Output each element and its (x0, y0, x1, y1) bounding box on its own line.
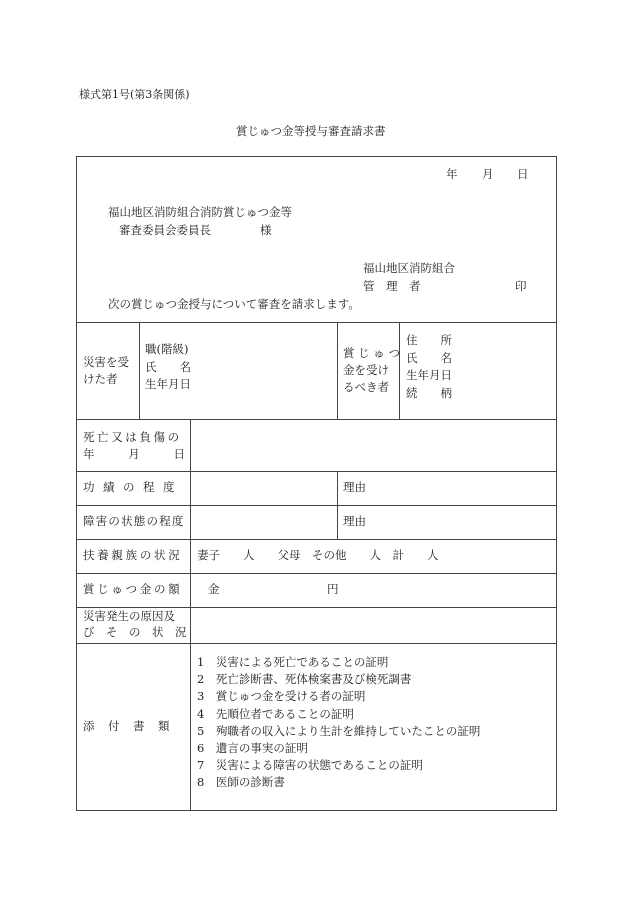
victim-label: 災害を受 けた者 (83, 355, 129, 386)
amount-label: 賞じゅつ金の額 (83, 582, 183, 596)
request-body-text: 次の賞じゅつ金授与について審査を請求します。 (108, 297, 360, 311)
addressee-line2: 審査委員会委員長 (119, 223, 211, 237)
list-item: 3 賞じゅつ金を受ける者の証明 (197, 689, 366, 704)
row-divider (77, 643, 556, 644)
attachments-label: 添 付 書 類 (83, 719, 171, 733)
list-item: 6 遺言の事実の証明 (197, 741, 308, 756)
sender-org: 福山地区消防組合 (363, 261, 455, 275)
list-item: 8 医師の診断書 (197, 775, 285, 790)
recipient-fields (406, 332, 452, 402)
col-divider (337, 471, 338, 539)
death-injury-label: 死亡又は負傷の 年 月 日 (83, 430, 185, 461)
form-number: 様式第1号(第3条関係) (79, 88, 190, 101)
list-item: 2 死亡診断書、死体検案書及び検死調書 (197, 672, 412, 687)
addressee-line1: 福山地区消防組合消防賞じゅつ金等 (108, 205, 292, 219)
row-divider (77, 471, 556, 472)
list-item: 4 先順位者であることの証明 (197, 706, 354, 721)
recipient-birthdate: 生年月日 (406, 368, 452, 382)
seal-mark: 印 (515, 279, 527, 293)
dependents-label: 扶養親族の状況 (83, 548, 183, 562)
cause-label: 災害発生の原因及 び そ の 状 況 (83, 609, 187, 639)
addressee-honorific: 様 (260, 223, 272, 237)
recipient-name: 氏 名 (406, 350, 452, 365)
recipient-label: 賞 じ ゅ つ 金を受け るべき者 (343, 346, 400, 394)
col-divider (190, 419, 191, 811)
list-item: 5 殉職者の収入により生計を維持していたことの証明 (197, 723, 481, 738)
row-divider (77, 573, 556, 574)
form-title: 賞じゅつ金等授与審査請求書 (236, 124, 386, 138)
list-item: 7 災害による障害の状態であることの証明 (197, 758, 423, 773)
amount-unit: 円 (327, 582, 339, 596)
merit-label: 功績の程度 (83, 480, 183, 494)
disability-label: 障害の状態の程度 (83, 514, 185, 528)
row-divider (77, 505, 556, 506)
amount-currency: 金 (208, 582, 220, 596)
recipient-address: 住 所 (406, 333, 452, 347)
col-divider (139, 322, 140, 419)
list-item: 1 災害による死亡であることの証明 (197, 655, 389, 669)
application-form (76, 156, 557, 811)
row-divider (77, 539, 556, 540)
row-divider (77, 419, 556, 420)
attachments-list (197, 654, 480, 792)
victim-birthdate: 生年月日 (145, 377, 191, 391)
date-month: 月 (482, 167, 494, 181)
date-year: 年 (446, 167, 458, 181)
victim-fields (145, 341, 191, 394)
merit-reason: 理由 (343, 480, 366, 494)
sender-title: 管 理 者 (363, 279, 421, 293)
dependents-content: 妻子 人 父母 その他 人 計 人 (197, 548, 439, 562)
recipient-relation: 続 柄 (406, 385, 452, 400)
victim-name: 氏 名 (145, 359, 191, 374)
victim-rank: 職(階級) (145, 342, 189, 356)
disability-reason: 理由 (343, 514, 366, 528)
date-day: 日 (517, 167, 529, 181)
row-divider (77, 322, 556, 323)
col-divider (337, 322, 338, 419)
